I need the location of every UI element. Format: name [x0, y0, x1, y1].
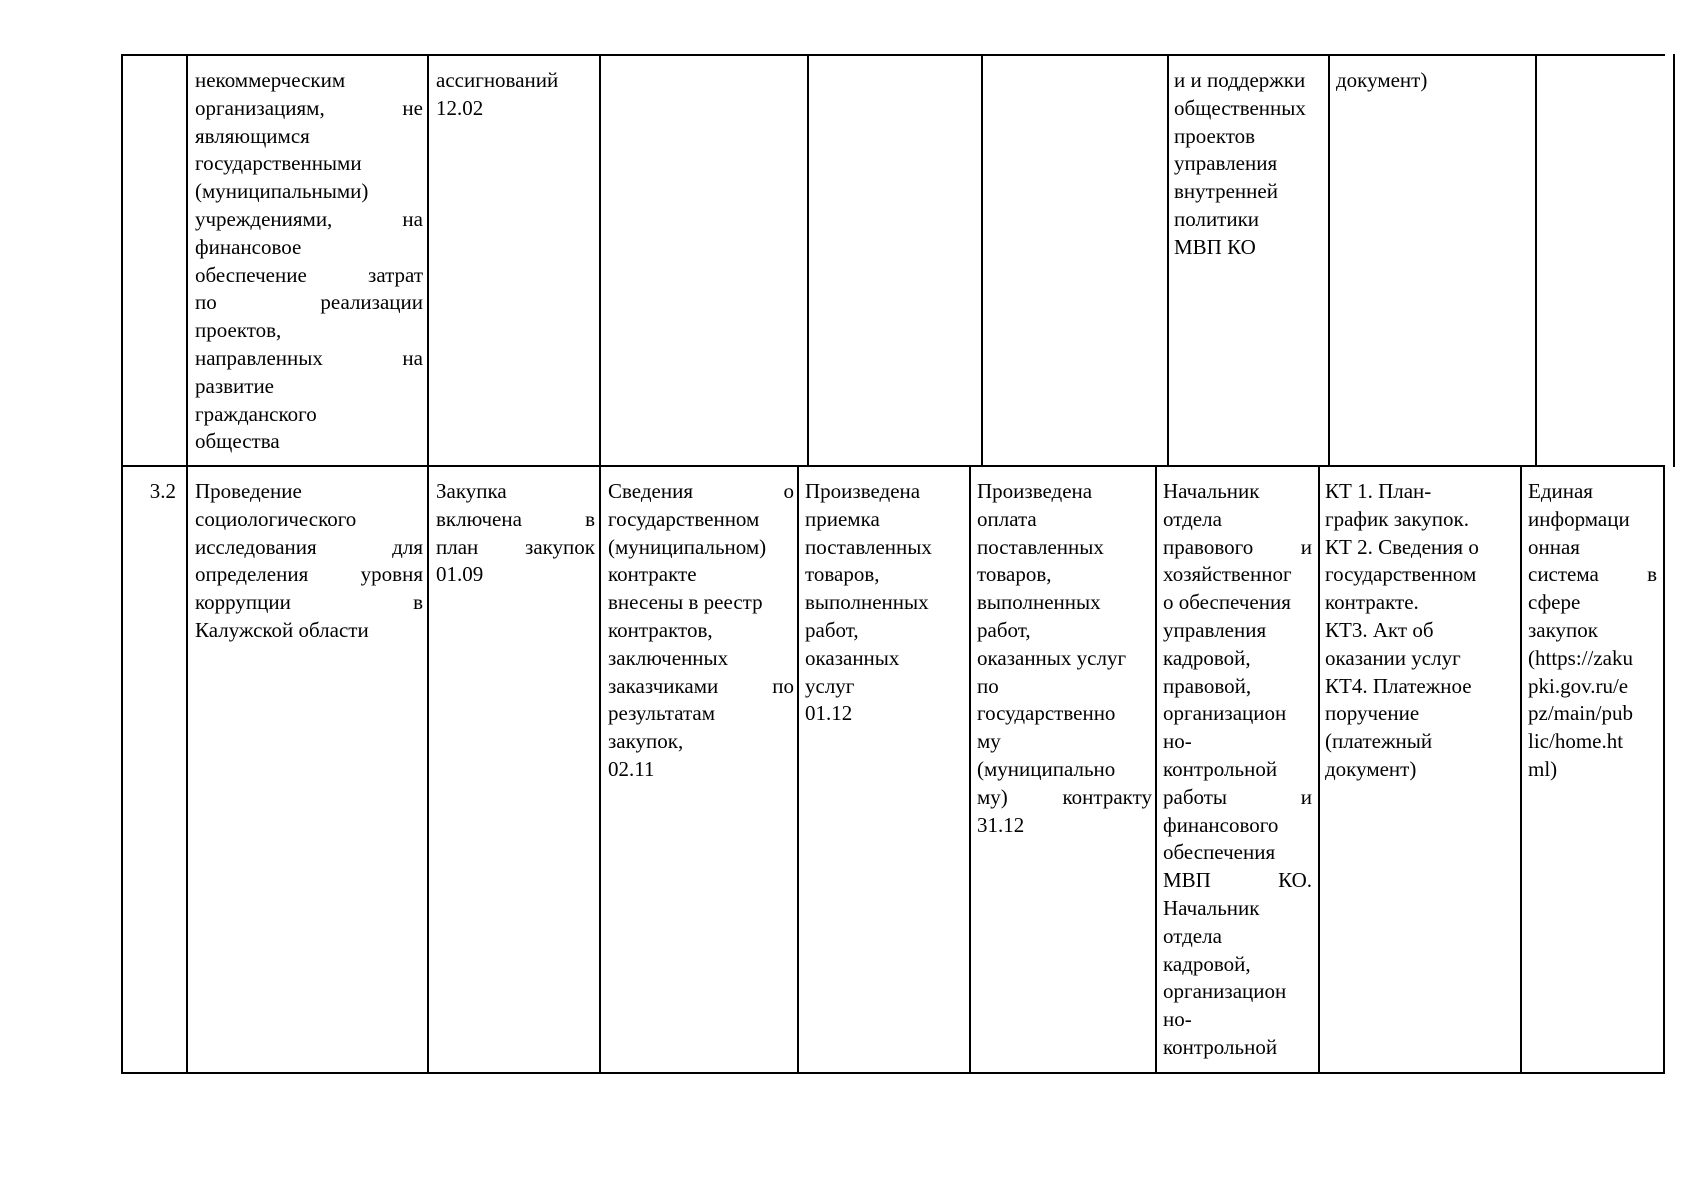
cell-text-line: му) контракту: [977, 784, 1152, 809]
cell-text-line: поставленных: [805, 534, 932, 559]
cell-text-line: график закупок.: [1325, 506, 1469, 531]
cell-text-line: контрольной: [1163, 1034, 1278, 1059]
cell-text-line: работ,: [977, 617, 1031, 642]
cell-text-line: финансовое: [195, 234, 302, 259]
cell-text-line: хозяйственног: [1163, 562, 1292, 587]
cell-text-line: Начальник: [1163, 895, 1260, 920]
cell-text-line: КТ 2. Сведения о: [1325, 534, 1479, 559]
cell-text-line: обеспечение затрат: [195, 262, 423, 287]
cell-text-line: Произведена: [977, 479, 1093, 503]
cell-text-line: документ): [1325, 756, 1417, 781]
cell-text-line: информаци: [1528, 506, 1630, 531]
cell-text-line: заключенных: [608, 645, 729, 670]
event-cell: [188, 55, 427, 466]
cell-text-line: и и поддержки: [1174, 68, 1306, 92]
cell-text-line: но-: [1163, 729, 1192, 754]
cell-text-line: (https://zaku: [1528, 645, 1633, 670]
control-event-cell: [429, 55, 599, 466]
cell-text-line: ассигнований: [436, 68, 559, 92]
cell-text-line: Произведена: [805, 479, 921, 503]
cell-text-line: (муниципальном): [608, 534, 767, 559]
event-cell: [188, 466, 427, 1073]
document-cell: [1320, 466, 1520, 1073]
cell-text-line: выполненных: [805, 590, 929, 615]
cell-text-line: являющимся: [195, 123, 310, 148]
result-1-cell: [601, 466, 797, 1073]
cell-text-line: план закупок: [436, 534, 595, 559]
cell-text-line: но-: [1163, 1007, 1192, 1032]
cell-text-line: 01.12: [805, 701, 853, 726]
cell-text-line: отдела: [1163, 506, 1222, 531]
cell-text-line: государственно: [977, 701, 1116, 726]
cell-text-line: финансового: [1163, 812, 1279, 837]
cell-text-line: Закупка: [436, 479, 507, 503]
cell-text-line: МВП КО: [1174, 234, 1256, 259]
cell-text-line: государственными: [195, 151, 362, 176]
cell-text-line: pki.gov.ru/e: [1528, 673, 1629, 698]
cell-text-line: pz/main/pub: [1528, 701, 1633, 726]
cell-text-line: коррупции в: [195, 590, 423, 615]
cell-text-line: оказании услуг: [1325, 645, 1461, 670]
cell-text-line: (платежный: [1325, 729, 1433, 754]
cell-text-line: lic/home.ht: [1528, 729, 1624, 754]
cell-text-line: правовой,: [1163, 673, 1252, 698]
cell-text-line: 12.02: [436, 95, 484, 120]
row-number: 3.2: [149, 479, 176, 503]
cell-text-line: управления: [1174, 151, 1278, 176]
cell-text-line: закупок,: [608, 729, 684, 754]
cell-text-line: контракте: [608, 562, 697, 587]
cell-text-line: проектов,: [195, 318, 282, 343]
cell-text-line: Единая: [1528, 479, 1593, 503]
cell-text-line: исследования для: [195, 534, 423, 559]
cell-text-line: некоммерческим: [195, 68, 346, 92]
cell-text-line: 02.11: [608, 756, 655, 781]
cell-text-line: контракте.: [1325, 590, 1419, 615]
cell-text-line: система в: [1528, 562, 1657, 587]
cell-text-line: государственном: [1325, 562, 1477, 587]
cell-text-line: оказанных услуг: [977, 645, 1127, 670]
cell-text-line: услуг: [805, 673, 855, 698]
cell-text-line: (муниципальными): [195, 179, 369, 204]
cell-text-line: товаров,: [977, 562, 1052, 587]
cell-text-line: организацион: [1163, 701, 1287, 726]
cell-text-line: результатам: [608, 701, 716, 726]
cell-text-line: общества: [195, 429, 280, 454]
cell-text-line: управления: [1163, 617, 1267, 642]
cell-text-line: поставленных: [977, 534, 1104, 559]
cell-text-line: гражданского: [195, 401, 317, 426]
cell-text-line: политики: [1174, 206, 1260, 231]
cell-text-line: документ): [1336, 68, 1428, 92]
cell-text-line: онная: [1528, 534, 1580, 559]
cell-text-line: оплата: [977, 506, 1037, 531]
cell-text-line: товаров,: [805, 562, 880, 587]
col-line-9-r1: [1673, 54, 1675, 467]
cell-text-line: приемка: [805, 506, 880, 531]
col-line-9-r2: [1663, 466, 1665, 1074]
cell-text-line: сфере: [1528, 590, 1581, 615]
cell-text-line: Проведение: [195, 479, 302, 503]
cell-text-line: Калужской области: [195, 617, 369, 642]
system-cell: [1522, 466, 1663, 1073]
cell-text-line: о обеспечения: [1163, 590, 1291, 615]
responsible-cell: [1169, 55, 1328, 466]
cell-text-line: Сведения о: [608, 479, 794, 503]
cell-text-line: заказчиками по: [608, 673, 794, 698]
cell-text-line: направленных на: [195, 345, 423, 370]
cell-text-line: государственном: [608, 506, 760, 531]
cell-text-line: обеспечения: [1163, 840, 1276, 865]
result-1-cell: [601, 55, 807, 466]
row-number: [123, 55, 186, 466]
control-event-cell: [429, 466, 599, 1073]
cell-text-line: внесены в реестр: [608, 590, 763, 615]
cell-text-line: определения уровня: [195, 562, 423, 587]
cell-text-line: кадровой,: [1163, 951, 1251, 976]
cell-text-line: 31.12: [977, 812, 1025, 837]
cell-text-line: работы и: [1163, 784, 1312, 809]
cell-text-line: включена в: [436, 506, 595, 531]
result-2-cell: [809, 55, 981, 466]
cell-text-line: ml): [1528, 756, 1558, 781]
cell-text-line: КТ3. Акт об: [1325, 617, 1434, 642]
cell-text-line: 01.09: [436, 562, 484, 587]
cell-text-line: контрактов,: [608, 617, 713, 642]
cell-text-line: правового и: [1163, 534, 1312, 559]
cell-text-line: КТ 1. План-: [1325, 479, 1432, 503]
result-3-cell: [983, 55, 1167, 466]
cell-text-line: организациям, не: [195, 95, 423, 120]
responsible-cell: [1157, 466, 1318, 1073]
cell-text-line: Начальник: [1163, 479, 1260, 503]
cell-text-line: общественных: [1174, 95, 1306, 120]
cell-text-line: контрольной: [1163, 756, 1278, 781]
cell-text-line: му: [977, 729, 1001, 754]
cell-text-line: учреждениями, на: [195, 206, 423, 231]
cell-text-line: развитие: [195, 373, 275, 398]
cell-text-line: поручение: [1325, 701, 1420, 726]
cell-text-line: по: [977, 673, 999, 698]
cell-text-line: (муниципально: [977, 756, 1116, 781]
cell-text-line: МВП КО.: [1163, 868, 1312, 893]
cell-text-line: КТ4. Платежное: [1325, 673, 1472, 698]
cell-text-line: оказанных: [805, 645, 900, 670]
cell-text-line: социологического: [195, 506, 357, 531]
result-3-cell: [971, 466, 1155, 1073]
cell-text-line: закупок: [1528, 617, 1598, 642]
document-cell: [1330, 55, 1535, 466]
cell-text-line: выполненных: [977, 590, 1101, 615]
cell-text-line: кадровой,: [1163, 645, 1251, 670]
cell-text-line: по реализации: [195, 290, 423, 315]
cell-text-line: отдела: [1163, 923, 1222, 948]
result-2-cell: [799, 466, 969, 1073]
cell-text-line: работ,: [805, 617, 859, 642]
cell-text-line: внутренней: [1174, 179, 1278, 204]
cell-text-line: проектов: [1174, 123, 1256, 148]
cell-text-line: организацион: [1163, 979, 1287, 1004]
system-cell: [1537, 55, 1673, 466]
